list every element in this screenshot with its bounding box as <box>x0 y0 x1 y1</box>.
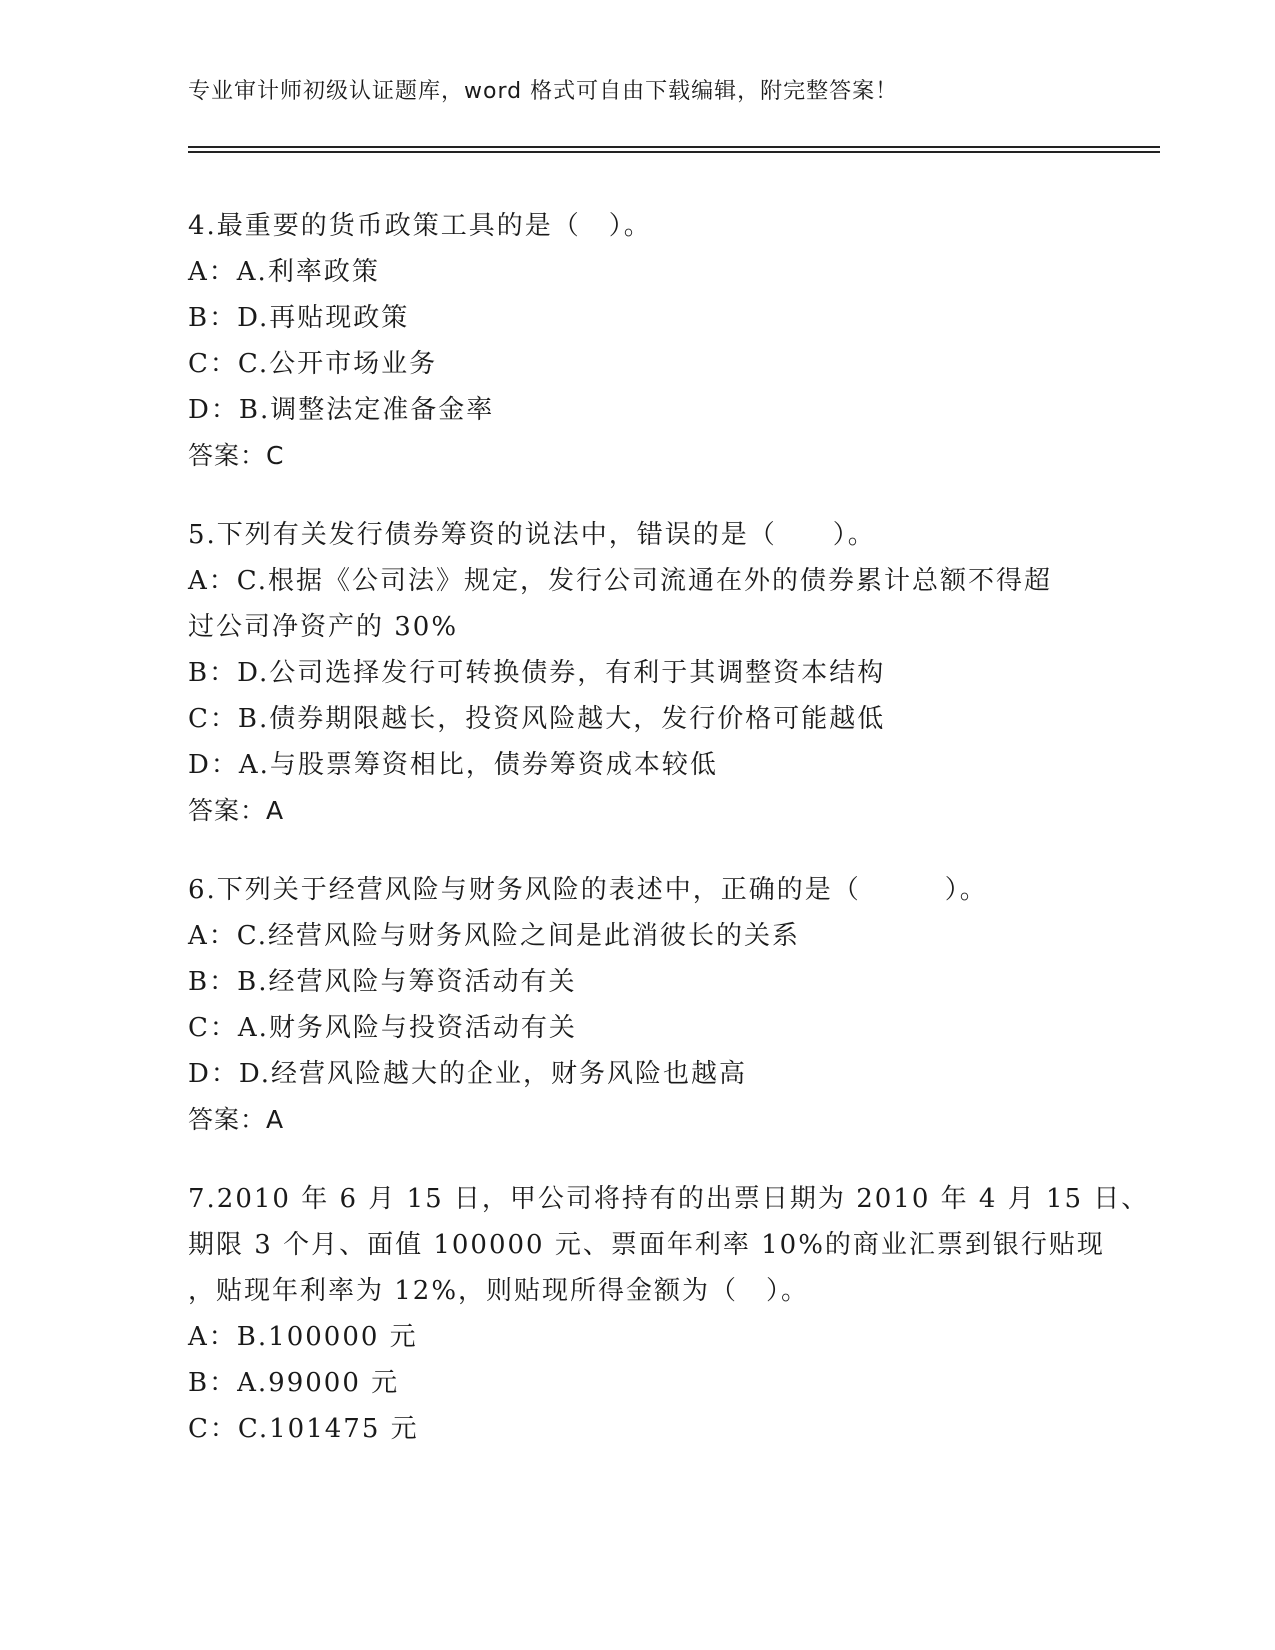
answer-option: C：B.债券期限越长，投资风险越大，发行价格可能越低 <box>188 704 886 734</box>
answer-option: B：A.99000 元 <box>188 1368 400 1398</box>
answer-option: D：B.调整法定准备金率 <box>188 395 495 425</box>
header-divider-line <box>188 146 1160 148</box>
question-block <box>188 512 1088 834</box>
answer-key: 答案：A <box>188 1105 285 1134</box>
question-stem: 4.最重要的货币政策工具的是（ ）。 <box>188 211 652 241</box>
question-block <box>188 1176 1150 1452</box>
document-header: 专业审计师初级认证题库，word 格式可自由下载编辑，附完整答案！ <box>188 79 899 104</box>
answer-key: 答案：C <box>188 441 285 470</box>
answer-option: C：A.财务风险与投资活动有关 <box>188 1013 577 1043</box>
answer-option: C：C.101475 元 <box>188 1414 419 1444</box>
answer-option: D：A.与股票筹资相比，债券筹资成本较低 <box>188 750 718 780</box>
answer-option: C：C.公开市场业务 <box>188 349 438 379</box>
answer-option: 过公司净资产的 30% <box>188 612 459 642</box>
question-stem: 6.下列关于经营风险与财务风险的表述中，正确的是（ ）。 <box>188 875 988 905</box>
question-list <box>188 203 1150 1485</box>
answer-key: 答案：A <box>188 796 285 825</box>
question-block <box>188 867 1088 1143</box>
question-stem: ，贴现年利率为 12%，则贴现所得金额为（ ）。 <box>188 1276 810 1306</box>
answer-option: B：D.公司选择发行可转换债券，有利于其调整资本结构 <box>188 658 886 688</box>
answer-option: A：C.根据《公司法》规定，发行公司流通在外的债券累计总额不得超 <box>188 566 1053 596</box>
answer-option: A：A.利率政策 <box>188 257 380 287</box>
question-block <box>188 203 1088 479</box>
header-divider-line-secondary <box>188 151 1160 153</box>
answer-option: A：C.经营风险与财务风险之间是此消彼长的关系 <box>188 921 801 951</box>
answer-option: B：B.经营风险与筹资活动有关 <box>188 967 577 997</box>
answer-option: B：D.再贴现政策 <box>188 303 410 333</box>
question-stem: 5.下列有关发行债券筹资的说法中，错误的是（ ）。 <box>188 520 876 550</box>
answer-option: D：D.经营风险越大的企业，财务风险也越高 <box>188 1059 748 1089</box>
question-stem: 期限 3 个月、面值 100000 元、票面年利率 10%的商业汇票到银行贴现 <box>188 1230 1105 1260</box>
question-stem: 7.2010 年 6 月 15 日，甲公司将持有的出票日期为 2010 年 4 月 15 日、 <box>188 1184 1150 1214</box>
answer-option: A：B.100000 元 <box>188 1322 418 1352</box>
